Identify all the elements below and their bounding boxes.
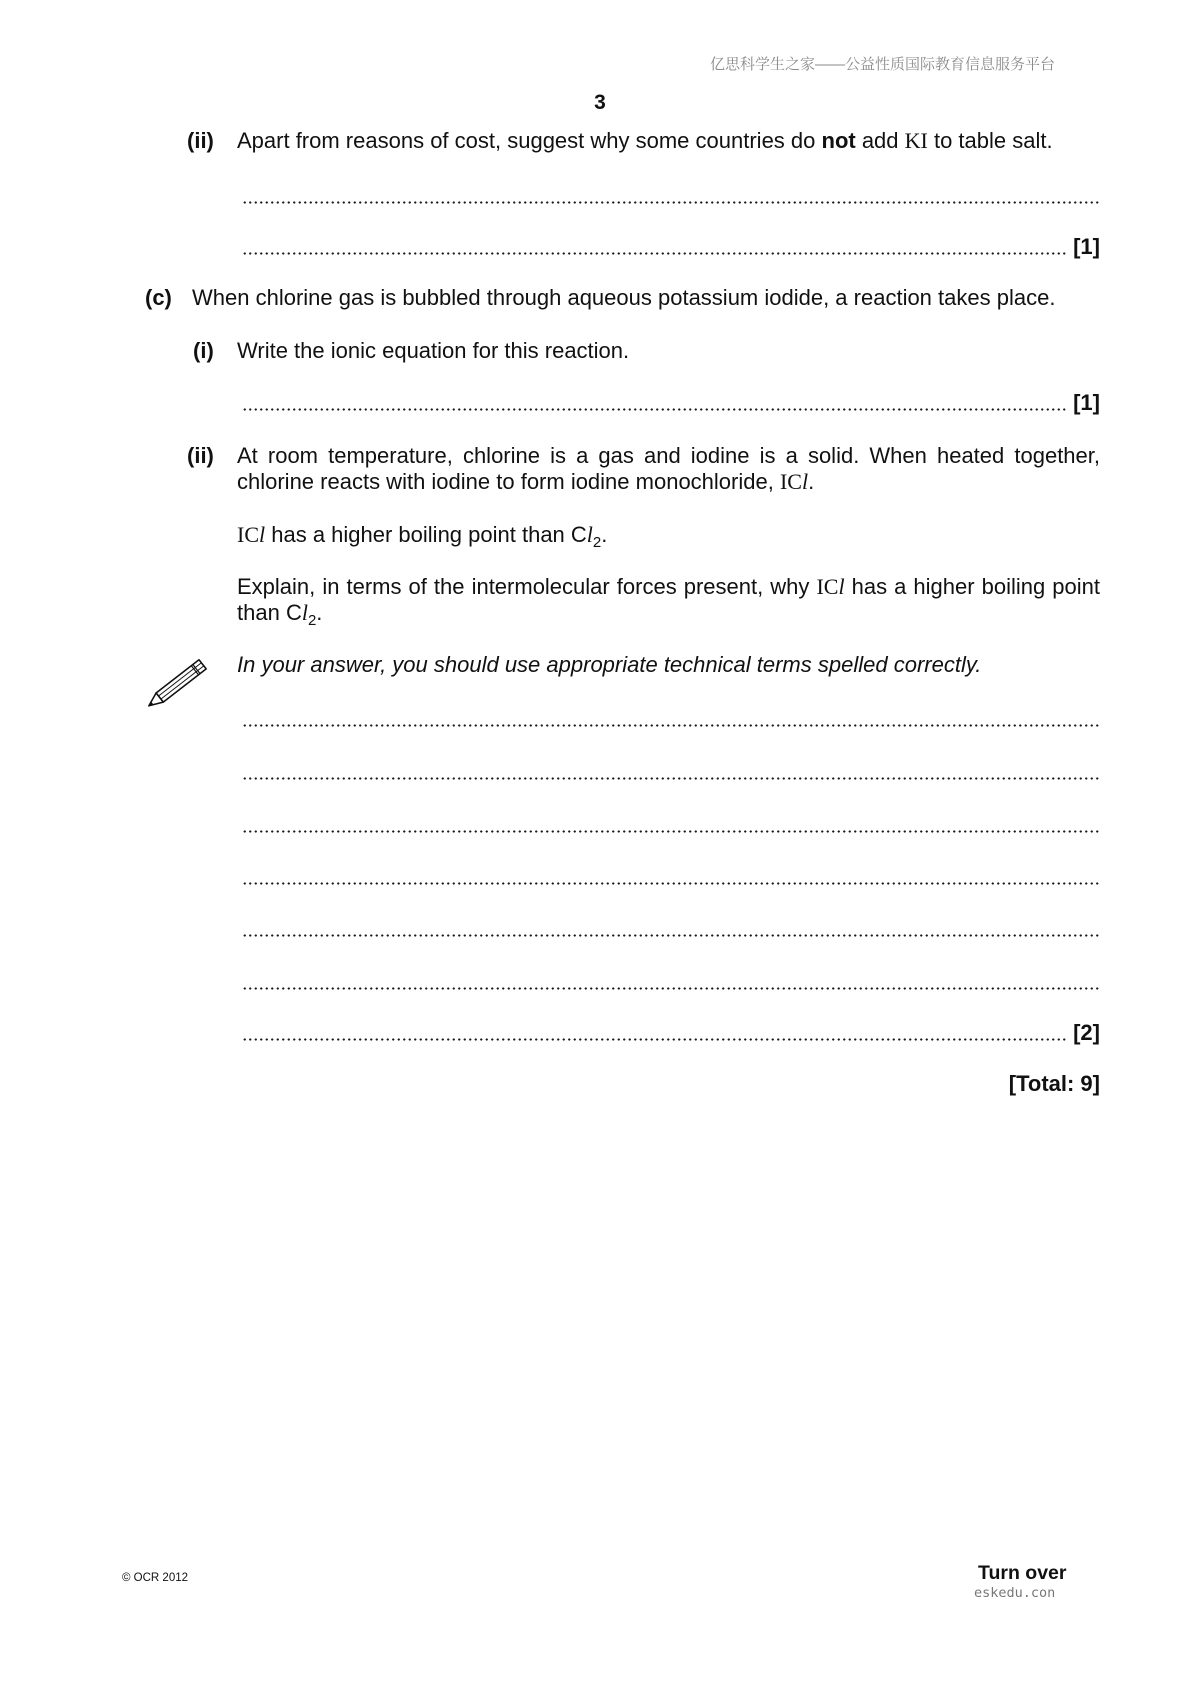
question-text: has a higher boiling point than	[237, 574, 1100, 625]
question-text: Explain, in terms of the intermolecular forces present, why	[237, 574, 817, 599]
question-text: Apart from reasons of cost, suggest why some countries do	[237, 128, 822, 153]
question-label-c-i: (i)	[193, 338, 214, 363]
mark-allocation: [2]	[1073, 1020, 1100, 1045]
footer-watermark: eskedu.con	[974, 1585, 1056, 1601]
answer-dots	[242, 934, 1100, 937]
formula-cl2-subscript: 2	[592, 534, 602, 551]
formula-cl2-subscript: 2	[307, 612, 317, 629]
question-label-b-ii: (ii)	[187, 128, 214, 153]
answer-dots	[242, 252, 1067, 255]
answer-dots	[242, 882, 1100, 885]
header-watermark: 亿思科学生之家——公益性质国际教育信息服务平台	[709, 56, 1055, 73]
answer-dots	[242, 201, 1100, 204]
pencil-icon	[146, 655, 212, 710]
question-b-ii-text	[237, 128, 1100, 154]
answer-line	[242, 1020, 1100, 1046]
emphasis-word: not	[821, 128, 856, 153]
question-c-stem: When chlorine gas is bubbled through aqueous potassium iodide, a reaction takes place.	[192, 285, 1056, 310]
answer-dots	[242, 408, 1067, 411]
qwc-instruction: In your answer, you should use appropriate technical terms spelled correctly.	[237, 652, 982, 677]
formula-ki: KI	[904, 128, 928, 153]
formula-icl-upright: IC	[779, 469, 802, 494]
question-text: to table salt.	[927, 128, 1053, 153]
copyright: © OCR 2012	[122, 1572, 189, 1584]
question-text: .	[808, 469, 815, 494]
answer-dots	[242, 830, 1100, 833]
question-c-ii-intro	[237, 443, 1100, 495]
turn-over: Turn over	[978, 1562, 1067, 1584]
answer-dots	[242, 987, 1100, 990]
question-c-ii-question	[237, 574, 1100, 629]
formula-icl-italic: l	[259, 522, 266, 547]
answer-line	[242, 706, 1100, 732]
formula-icl-italic: l	[801, 469, 809, 494]
question-text: At room temperature, chlorine is a gas and iodine is a solid. When heated together, chlorine reacts with iodine to form iodine monochloride,	[237, 443, 1100, 494]
answer-line	[242, 812, 1100, 838]
answer-line	[242, 234, 1100, 260]
mark-allocation: [1]	[1073, 390, 1100, 415]
formula-cl2-italic: l	[586, 522, 593, 547]
answer-line	[242, 183, 1100, 209]
question-text: has a higher boiling point than	[265, 522, 571, 547]
question-label-c: (c)	[145, 285, 172, 310]
question-label-c-ii: (ii)	[187, 443, 214, 468]
answer-dots	[242, 724, 1100, 727]
answer-line	[242, 969, 1100, 995]
formula-icl-upright: IC	[237, 522, 259, 547]
question-c-i-prompt: Write the ionic equation for this reaction.	[237, 338, 630, 363]
answer-line	[242, 864, 1100, 890]
formula-cl2-italic: l	[301, 600, 308, 625]
question-text: add	[855, 128, 905, 153]
question-text: .	[316, 600, 323, 625]
answer-line	[242, 759, 1100, 785]
formula-icl-upright: IC	[816, 574, 839, 599]
mark-allocation: [1]	[1073, 234, 1100, 259]
page-number: 3	[594, 91, 606, 114]
total-marks: [Total: 9]	[1008, 1071, 1100, 1096]
formula-icl-italic: l	[838, 574, 845, 599]
question-c-ii-statement	[237, 522, 1100, 551]
answer-dots	[242, 777, 1100, 780]
answer-dots	[242, 1038, 1067, 1041]
formula-cl2-upright: C	[570, 522, 587, 547]
answer-line	[242, 916, 1100, 942]
formula-cl2-upright: C	[285, 600, 302, 625]
answer-line	[242, 390, 1100, 416]
question-text: .	[601, 522, 608, 547]
